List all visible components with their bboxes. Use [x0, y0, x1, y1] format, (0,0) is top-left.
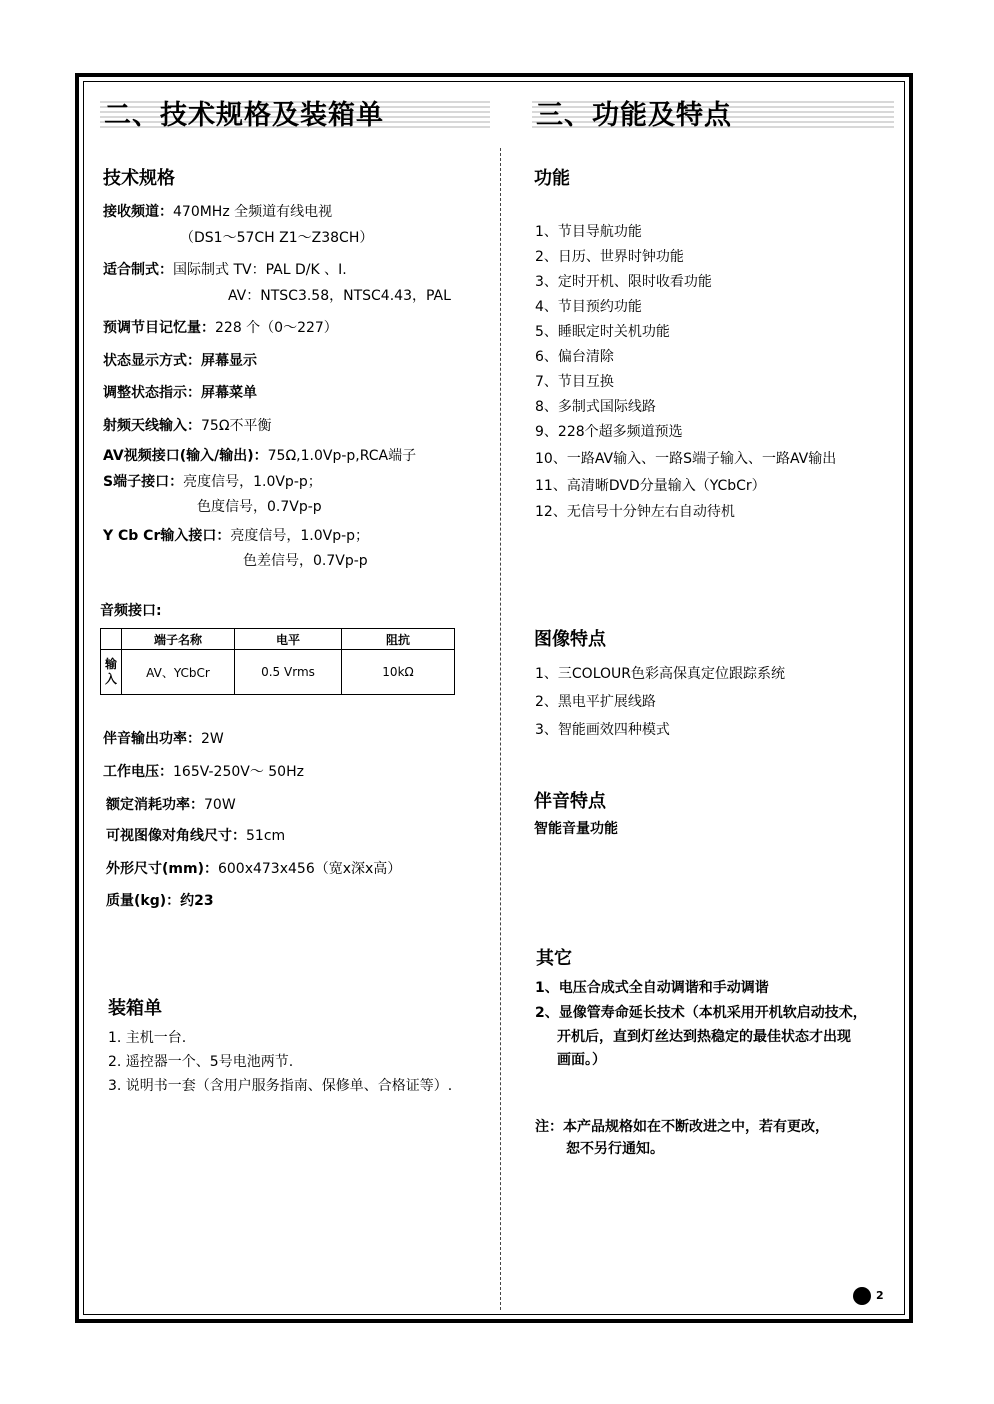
audio-header-level: 电平 — [235, 629, 342, 650]
spec-system: 适合制式：国际制式 TV：PAL D/K 、I. — [103, 262, 347, 278]
audio-table-header — [101, 629, 455, 650]
audio-side-label: 输入 — [101, 650, 122, 695]
packing-item: 1. 主机一台. — [108, 1030, 187, 1046]
spec-rf: 射频天线输入：75Ω不平衡 — [103, 418, 272, 434]
packing-title: 装箱单 — [108, 998, 162, 1019]
function-item: 6、偏台清除 — [535, 349, 614, 365]
page-num: 2 — [876, 1289, 884, 1302]
spec-s-chroma: 色度信号，0.7Vp-p — [197, 499, 322, 515]
image-feature: 2、黑电平扩展线路 — [535, 694, 656, 710]
function-item: 9、228个超多频道预选 — [535, 424, 683, 440]
packing-item: 3. 说明书一套（含用户服务指南、保修单、合格证等）. — [108, 1078, 453, 1094]
audio-cell-impedance: 10kΩ — [342, 650, 455, 695]
function-item: 5、睡眠定时关机功能 — [535, 324, 670, 340]
spec-audio-out: 伴音输出功率：2W — [103, 731, 224, 747]
audio-header-impedance: 阻抗 — [342, 629, 455, 650]
audio-title: 音频接口: — [100, 603, 162, 619]
sound-text: 智能音量功能 — [534, 821, 618, 837]
function-item: 1、节目导航功能 — [535, 224, 642, 240]
other-item-2-cont: 开机后，直到灯丝达到热稳定的最佳状态才出现 — [557, 1029, 851, 1045]
left-heading: 二、技术规格及装箱单 — [104, 100, 384, 131]
right-heading: 三、功能及特点 — [536, 100, 732, 131]
spec-ycbcr: Y Cb Cr输入接口：亮度信号，1.0Vp-p； — [103, 528, 370, 544]
audio-cell-terminal: AV、YCbCr — [122, 650, 235, 695]
page-number-badge — [843, 1287, 885, 1305]
packing-item: 2. 遥控器一个、5号电池两节. — [108, 1054, 294, 1070]
spec-memory: 预调节目记忆量：228 个（0～227） — [103, 320, 338, 336]
spec-voltage: 工作电压：165V-250V～ 50Hz — [103, 764, 304, 780]
spec-av: AV视频接口(输入/输出)：75Ω,1.0Vp-p,RCA端子 — [103, 448, 417, 464]
image-feature: 3、智能画效四种模式 — [535, 722, 670, 738]
image-feature: 1、三COLOUR色彩高保真定位跟踪系统 — [535, 666, 785, 682]
function-item: 3、定时开机、限时收看功能 — [535, 274, 712, 290]
audio-header-name: 端子名称 — [122, 629, 235, 650]
audio-table-corner — [101, 629, 122, 650]
note-line: 恕不另行通知。 — [566, 1141, 664, 1157]
sound-title: 伴音特点 — [534, 791, 606, 812]
audio-table — [100, 628, 455, 695]
image-title: 图像特点 — [534, 629, 606, 650]
spec-freq-range: （DS1～57CH Z1～Z38CH） — [180, 230, 374, 246]
spec-display: 状态显示方式：屏幕显示 — [103, 353, 257, 369]
spec-screen: 可视图像对角线尺寸：51cm — [106, 828, 286, 844]
spec-tune: 调整状态指示：屏幕菜单 — [103, 385, 257, 401]
function-item: 7、节目互换 — [535, 374, 614, 390]
audio-table-row — [101, 650, 455, 695]
other-item-1: 1、电压合成式全自动调谐和手动调谐 — [535, 980, 769, 996]
spec-power: 额定消耗功率：70W — [106, 797, 236, 813]
spec-ycbcr-chroma: 色差信号，0.7Vp-p — [243, 553, 368, 569]
spec-weight: 质量(kg)：约23 — [106, 893, 214, 909]
audio-cell-level: 0.5 Vrms — [235, 650, 342, 695]
spec-freq: 接收频道：470MHz 全频道有线电视 — [103, 204, 333, 220]
other-item-2-cont: 画面。） — [557, 1052, 606, 1068]
spec-size: 外形尺寸(mm)：600x473x456（宽x深x高） — [106, 861, 402, 877]
function-item: 11、高清晰DVD分量输入（YCbCr） — [535, 478, 766, 494]
spec-system-av: AV：NTSC3.58，NTSC4.43，PAL — [228, 288, 451, 304]
column-divider — [500, 148, 501, 1310]
function-item: 10、一路AV输入、一路S端子输入、一路AV输出 — [535, 451, 837, 467]
spec-s: S端子接口：亮度信号，1.0Vp-p； — [103, 474, 322, 490]
spec-title: 技术规格 — [103, 168, 175, 189]
note-line: 注：本产品规格如在不断改进之中，若有更改， — [535, 1119, 829, 1135]
function-item: 8、多制式国际线路 — [535, 399, 656, 415]
other-title: 其它 — [536, 948, 572, 969]
other-item-2: 2、显像管寿命延长技术（本机采用开机软启动技术， — [535, 1005, 867, 1021]
page-word: Page — [843, 1289, 874, 1302]
function-item: 12、无信号十分钟左右自动待机 — [535, 504, 735, 520]
func-title: 功能 — [534, 168, 570, 189]
function-item: 4、节目预约功能 — [535, 299, 642, 315]
function-item: 2、日历、世界时钟功能 — [535, 249, 684, 265]
